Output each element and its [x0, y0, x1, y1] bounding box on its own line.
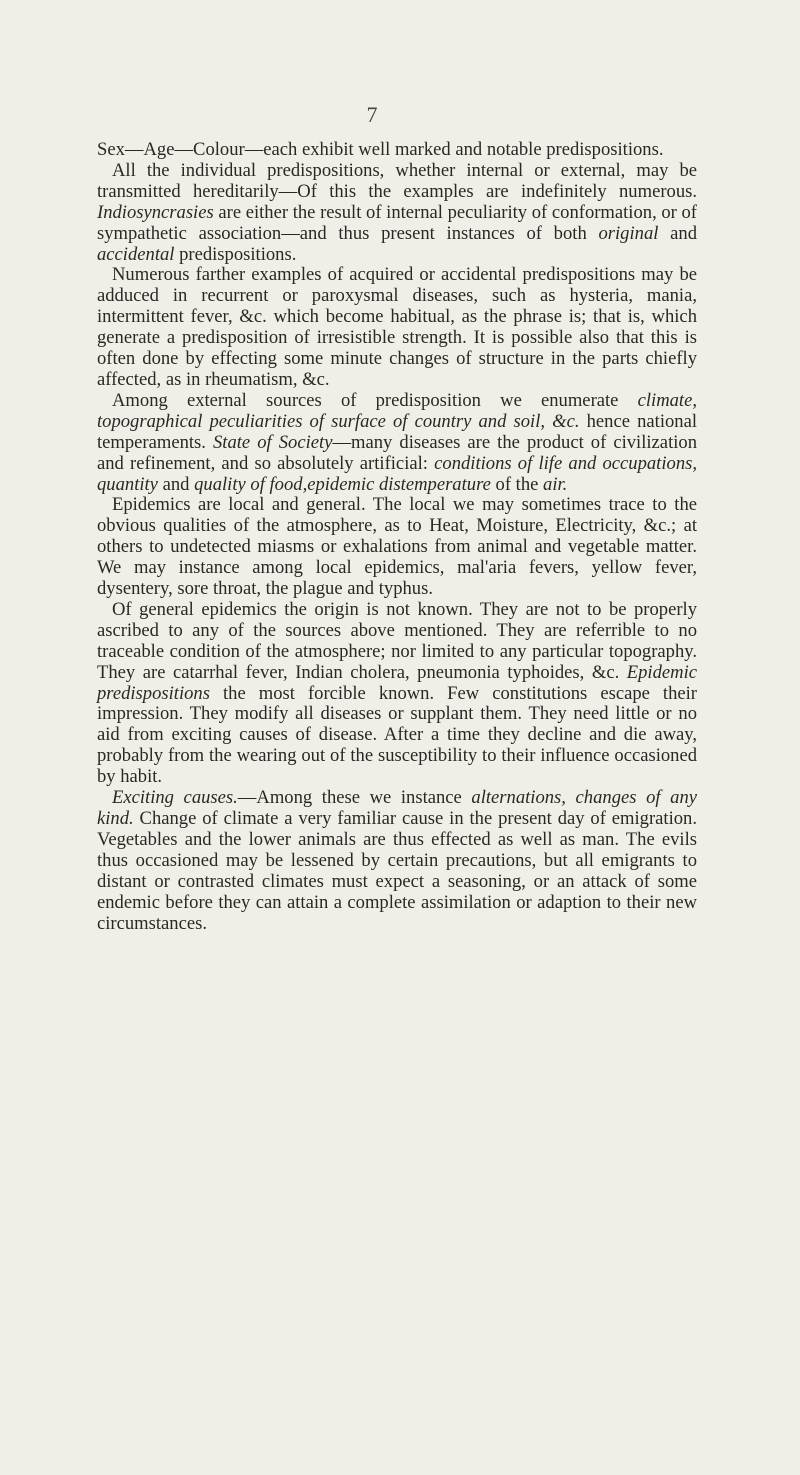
body-text — [97, 140, 697, 934]
text-run: predispositions. — [174, 243, 297, 265]
paragraph-p7 — [97, 788, 697, 934]
text-run: the most forcible known. Few constitutions escape their impression. They modify all diseases or supplant them. They need little or no aid from exciting causes of disease. After a time they decline and die away, probably from the wearing out of the susceptibility to their influence occasioned by habit. — [97, 682, 697, 788]
text-run: hence national temperaments. — [97, 410, 698, 453]
text-run: and — [157, 473, 195, 495]
paragraph-p5 — [97, 495, 697, 600]
text-run: are either the result of internal peculiarity of conformation, or of sympathetic association—and thus present instances of both — [97, 201, 697, 244]
paragraph-p6 — [97, 600, 697, 788]
italic-text: original — [598, 222, 659, 244]
text-run: —Among these we instance — [237, 787, 472, 809]
italic-text: Indiosyncrasies — [97, 201, 214, 223]
italic-text: quality of food,epidemic distemperature — [194, 473, 491, 495]
text-run: —many diseases are the product of civilization and refinement, and so absolutely artificial: — [97, 431, 697, 474]
text-run: Epidemics are local and general. The local we may sometimes trace to the obvious qualities of the atmosphere, as to Heat, Moisture, Electricity, &c.; at others to undetected miasms or exhalations from animal and vegetable matter. We may instance among local epidemics, mal'aria fevers, yellow fever, dysentery, sore throat, the plague and typhus. — [97, 494, 697, 600]
paragraph-p1 — [97, 140, 697, 161]
paragraph-p2 — [97, 161, 697, 266]
italic-text: Epidemic predispositions — [97, 661, 697, 704]
text-run: All the individual predispositions, whether internal or external, may be transmitted hereditarily—Of this the examples are indefinitely numerous. — [97, 159, 697, 202]
italic-text: Exciting causes. — [112, 787, 238, 809]
paragraph-p4 — [97, 391, 697, 496]
text-run: Among external sources of predisposition we enumerate — [112, 389, 638, 411]
text-run: Of general epidemics the origin is not known. They are not to be properly ascribed to any of the sources above mentioned. They are referrible to no traceable condition of the atmosphere; nor limited to any particular topography. They are catarrhal fever, Indian cholera, pneumonia typhoides, &c. — [97, 598, 697, 683]
italic-text: air. — [543, 473, 568, 495]
text-run: of the — [490, 473, 544, 495]
text-run: Sex—Age—Colour—each exhibit well marked and notable predispositions. — [97, 139, 664, 160]
italic-text: State of Society — [213, 431, 333, 453]
italic-text: alternations, changes of any kind. — [97, 787, 698, 829]
italic-text: climate, topographical peculiarities of surface of country and soil, &c. — [97, 389, 697, 432]
text-run: Numerous farther examples of acquired or accidental predispositions may be adduced in recurrent or paroxysmal diseases, such as hysteria, mania, intermittent fever, &c. which become habitual, as the phrase is; that is, which generate a predisposition of irresistible strength. It is possible also that this is often done by effecting some minute changes of structure in the parts chiefly affected, as in rheumatism, &c. — [97, 264, 697, 390]
italic-text: accidental — [97, 243, 175, 265]
text-run: Change of climate a very familiar cause in the present day of emigration. Vegetables and the lower animals are thus effected as well as man. The evils thus occasioned may be lessened by certain precautions, but all emigrants to distant or contrasted climates must expect a seasoning, or an attack of some endemic before they can attain a complete assimilation or adaption to their new circumstances. — [97, 808, 697, 934]
italic-text: conditions of life and occupations, quantity — [97, 452, 697, 495]
paragraph-p3 — [97, 265, 697, 390]
text-run: and — [658, 222, 697, 244]
page-number: 7 — [366, 102, 378, 127]
